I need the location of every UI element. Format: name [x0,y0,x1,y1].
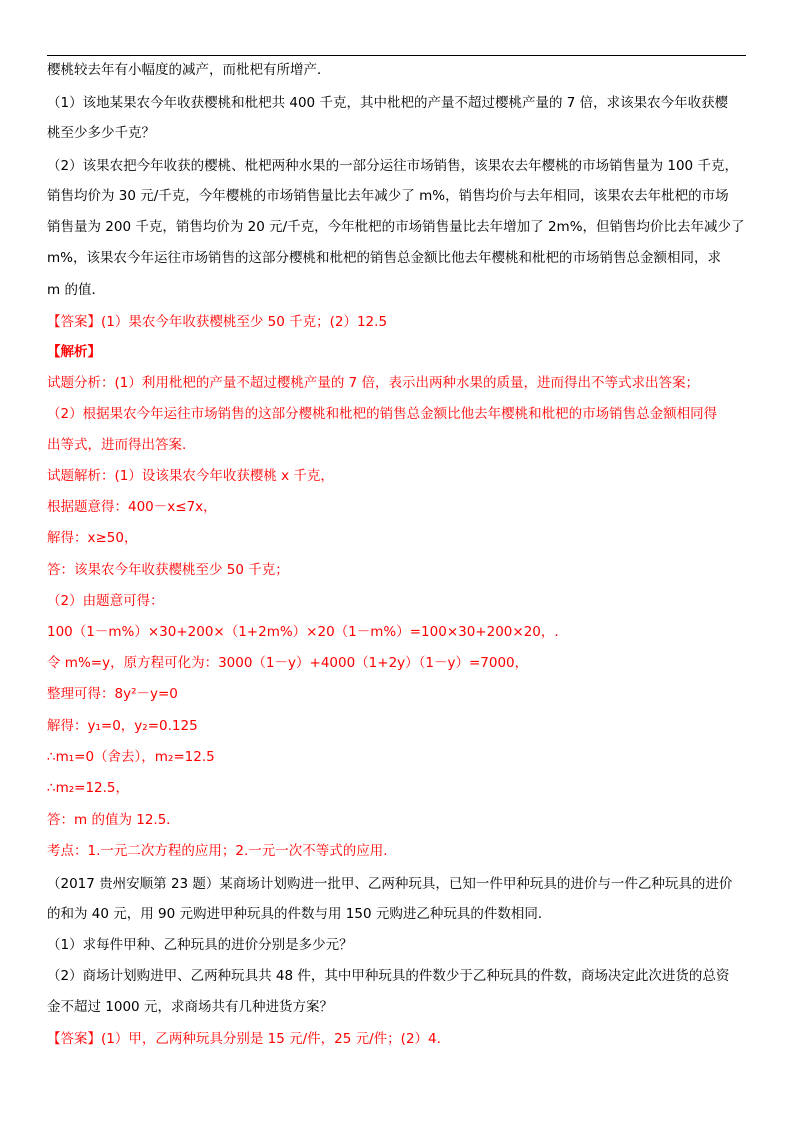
analysis-line: 解得：x≥50， [47,530,138,546]
analysis-heading: 【解析】 [47,344,101,360]
analysis-line: 答：该果农今年收获樱桃至少 50 千克； [47,562,289,578]
analysis-line: 试题分析：(1）利用枇杷的产量不超过樱桃产量的 7 倍，表示出两种水果的质量，进而得出不等式求出答案； [47,375,700,391]
knowledge-point-line: 考点：1.一元二次方程的应用；2.一元一次不等式的应用. [47,843,388,859]
analysis-line: 试题解析：(1）设该果农今年收获樱桃 x 千克， [47,468,334,484]
equation-line: 整理可得：8y²－y=0 [47,686,178,702]
question-line: （2017 贵州安顺第 23 题）某商场计划购进一批甲、乙两种玩具，已知一件甲种玩具的进价与一件乙种玩具的进价 [47,876,733,892]
answer-line: 【答案】(1）甲，乙两种玩具分别是 15 元/件，25 元/件；(2）4. [47,1031,441,1047]
question-line: （1）求每件甲种、乙种玩具的进价分别是多少元？ [47,937,353,953]
text-line: 樱桃较去年有小幅度的减产，而枇杷有所增产． [47,62,331,78]
header-rule [47,55,746,56]
equation-line: 解得：y₁=0，y₂=0.125 [47,718,198,734]
analysis-line: 答：m 的值为 12.5． [47,812,180,828]
question-line: 的和为 40 元，用 90 元购进甲种玩具的件数与用 150 元购进乙种玩具的件数相同． [47,906,552,922]
analysis-line: （2）由题意可得： [47,593,164,609]
equation-line: 100（1－m%）×30+200×（1+2m%）×20（1－m%）=100×30+200×20，. [47,624,559,640]
text-line: （2）该果农把今年收获的樱桃、枇杷两种水果的一部分运往市场销售，该果农去年樱桃的市场销售量为 100 千克， [47,158,738,174]
answer-line: 【答案】(1）果农今年收获樱桃至少 50 千克；(2）12.5 [47,314,388,330]
analysis-line: 根据题意得：400－x≤7x， [47,499,217,515]
text-line: m%，该果农今年运往市场销售的这部分樱桃和枇杷的销售总金额比他去年樱桃和枇杷的市场销售总金额相同，求 [47,250,721,266]
equation-line: 令 m%=y，原方程可化为：3000（1－y）+4000（1+2y）（1－y）=7000， [47,655,529,671]
equation-line: ∴m₂=12.5， [47,780,130,796]
analysis-line: 出等式，进而得出答案. [47,437,187,453]
question-line: 金不超过 1000 元，求商场共有几种进货方案？ [47,999,333,1015]
text-line: 桃至少多少千克？ [47,125,155,141]
text-line: m 的值． [47,282,105,298]
text-line: （1）该地某果农今年收获樱桃和枇杷共 400 千克，其中枇杷的产量不超过樱桃产量的 7 倍，求该果农今年收获樱 [47,95,729,111]
equation-line: ∴m₁=0（舍去），m₂=12.5 [47,749,215,765]
text-line: 销售均价为 30 元/千克，今年樱桃的市场销售量比去年减少了 m%，销售均价与去年相同，该果农去年枇杷的市场 [47,188,729,204]
text-line: 销售量为 200 千克，销售均价为 20 元/千克，今年枇杷的市场销售量比去年增加了 2m%，但销售均价比去年减少了 [47,219,745,235]
question-line: （2）商场计划购进甲、乙两种玩具共 48 件，其中甲种玩具的件数少于乙种玩具的件数，商场决定此次进货的总资 [47,968,730,984]
analysis-line: （2）根据果农今年运往市场销售的这部分樱桃和枇杷的销售总金额比他去年樱桃和枇杷的市场销售总金额相同得 [47,406,718,422]
